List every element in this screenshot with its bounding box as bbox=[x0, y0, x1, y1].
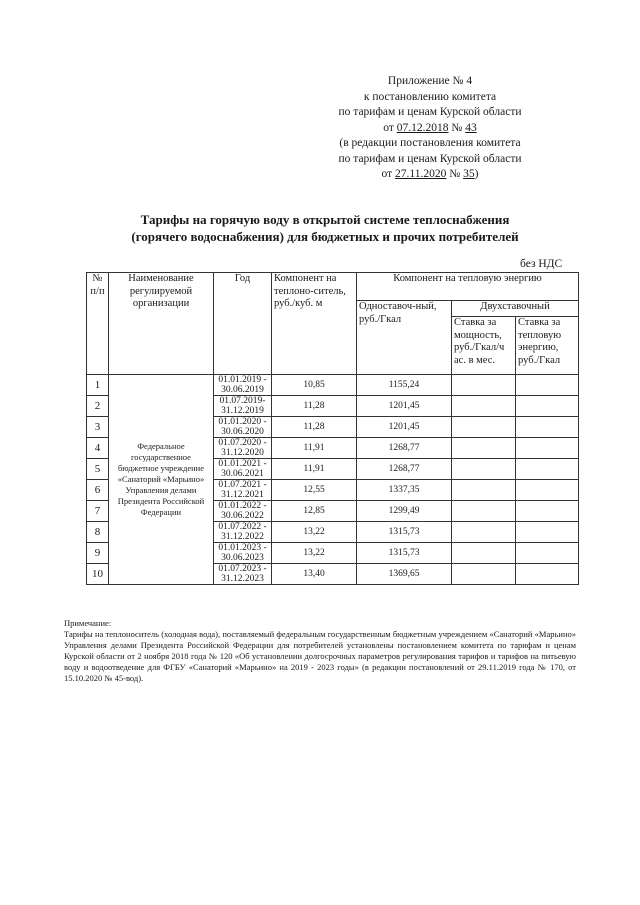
row-number: 6 bbox=[87, 480, 109, 501]
row-carrier: 11,91 bbox=[272, 459, 357, 480]
row-single: 1369,65 bbox=[357, 564, 452, 585]
appendix-line-6: по тарифам и ценам Курской области bbox=[338, 152, 522, 165]
row-energy-rate bbox=[516, 438, 579, 459]
row-energy-rate bbox=[516, 480, 579, 501]
row-single: 1201,45 bbox=[357, 417, 452, 438]
row-energy-rate bbox=[516, 522, 579, 543]
revision-date: 27.11.2020 bbox=[395, 168, 447, 180]
row-period: 01.07.2021 - 31.12.2021 bbox=[214, 480, 272, 501]
row-number: 7 bbox=[87, 501, 109, 522]
row-single: 1155,24 bbox=[357, 375, 452, 396]
row-capacity bbox=[452, 501, 516, 522]
row-carrier: 11,28 bbox=[272, 417, 357, 438]
row-period: 01.07.2019- 31.12.2019 bbox=[214, 396, 272, 417]
row-capacity bbox=[452, 543, 516, 564]
vat-note: без НДС bbox=[520, 258, 563, 270]
header-single: Одноставоч-ный, руб./Гкал bbox=[357, 301, 452, 375]
row-period: 01.01.2019 - 30.06.2019 bbox=[214, 375, 272, 396]
note-text: Тарифы на теплоноситель (холодная вода), поставляемый федеральным государственным бюджетным учреждением «Санаторий «Марьино» Управления делами Президента Российской Федерации для потребителей установлены постановлением комитета по тарифам и ценам Курской области от 2 ноября 2018 года № 120 «Об установлении долгосрочных параметров регулирования тарифов и тарифов на питьевую воду и водоотведение для ФГБУ «Санаторий «Марьино» на 2019 - 2023 годы» (в редакции постановлений от 29.11.2019 года № 170, от 15.10.2020 № 45-вод). bbox=[64, 629, 576, 683]
row-capacity bbox=[452, 522, 516, 543]
header-year: Год bbox=[214, 273, 272, 375]
tariff-table bbox=[86, 272, 579, 585]
row-number: 10 bbox=[87, 564, 109, 585]
title-line-1: Тарифы на горячую воду в открытой системе теплоснабжения bbox=[140, 212, 510, 227]
row-carrier: 13,40 bbox=[272, 564, 357, 585]
row-capacity bbox=[452, 459, 516, 480]
row-energy-rate bbox=[516, 417, 579, 438]
row-energy-rate bbox=[516, 543, 579, 564]
header-num: № п/п bbox=[87, 273, 109, 375]
row-period: 01.07.2022 - 31.12.2022 bbox=[214, 522, 272, 543]
header-double: Двухставочный bbox=[452, 301, 579, 317]
row-period: 01.01.2021 - 30.06.2021 bbox=[214, 459, 272, 480]
appendix-line-2: к постановлению комитета bbox=[363, 90, 497, 103]
row-capacity bbox=[452, 564, 516, 585]
row-single: 1315,73 bbox=[357, 543, 452, 564]
row-number: 4 bbox=[87, 438, 109, 459]
header-capacity: Ставка за мощность, руб./Гкал/ч ас. в мес. bbox=[452, 317, 516, 375]
row-single: 1299,49 bbox=[357, 501, 452, 522]
row-carrier: 10,85 bbox=[272, 375, 357, 396]
row-energy-rate bbox=[516, 396, 579, 417]
header-carrier: Компонент на теплоно-ситель, руб./куб. м bbox=[272, 273, 357, 375]
row-period: 01.01.2023 - 30.06.2023 bbox=[214, 543, 272, 564]
row-capacity bbox=[452, 417, 516, 438]
row-energy-rate bbox=[516, 501, 579, 522]
row-number: 2 bbox=[87, 396, 109, 417]
row-carrier: 13,22 bbox=[272, 522, 357, 543]
row-carrier: 12,55 bbox=[272, 480, 357, 501]
organization-name: Федеральное государственное бюджетное учреждение «Санаторий «Марьино» Управления делами Президента Российской Федерации bbox=[109, 375, 214, 585]
row-carrier: 11,28 bbox=[272, 396, 357, 417]
appendix-line-7: от 27.11.2020 № 35) bbox=[381, 168, 479, 180]
row-carrier: 11,91 bbox=[272, 438, 357, 459]
appendix-date: 07.12.2018 bbox=[396, 121, 449, 134]
row-period: 01.07.2023 - 31.12.2023 bbox=[214, 564, 272, 585]
header-org: Наименование регулируемой организации bbox=[109, 273, 214, 375]
note-block bbox=[64, 618, 576, 684]
row-period: 01.01.2020 - 30.06.2020 bbox=[214, 417, 272, 438]
row-period: 01.01.2022 - 30.06.2022 bbox=[214, 501, 272, 522]
title-line-2: (горячего водоснабжения) для бюджетных и прочих потребителей bbox=[131, 228, 519, 244]
document-title bbox=[90, 212, 560, 245]
appendix-line-3: по тарифам и ценам Курской области bbox=[338, 106, 522, 118]
row-capacity bbox=[452, 396, 516, 417]
appendix-block bbox=[300, 74, 560, 183]
row-capacity bbox=[452, 480, 516, 501]
appendix-line-4: от 07.12.2018 № 43 bbox=[383, 121, 477, 134]
row-number: 5 bbox=[87, 459, 109, 480]
revision-number: 35 bbox=[463, 168, 475, 180]
header-energy: Компонент на тепловую энергию bbox=[357, 273, 579, 301]
row-carrier: 12,85 bbox=[272, 501, 357, 522]
header-energy-rate: Ставка за тепловую энергию, руб./Гкал bbox=[516, 317, 579, 375]
row-single: 1201,45 bbox=[357, 396, 452, 417]
row-carrier: 13,22 bbox=[272, 543, 357, 564]
table-row bbox=[87, 375, 579, 396]
row-period: 01.07.2020 - 31.12.2020 bbox=[214, 438, 272, 459]
row-single: 1268,77 bbox=[357, 459, 452, 480]
appendix-number: 43 bbox=[465, 121, 477, 134]
row-energy-rate bbox=[516, 564, 579, 585]
row-capacity bbox=[452, 375, 516, 396]
row-capacity bbox=[452, 438, 516, 459]
appendix-line-5: (в редакции постановления комитета bbox=[339, 137, 521, 149]
row-energy-rate bbox=[516, 375, 579, 396]
row-number: 3 bbox=[87, 417, 109, 438]
row-single: 1268,77 bbox=[357, 438, 452, 459]
row-number: 9 bbox=[87, 543, 109, 564]
row-energy-rate bbox=[516, 459, 579, 480]
row-number: 8 bbox=[87, 522, 109, 543]
appendix-line-1: Приложение № 4 bbox=[387, 75, 473, 87]
note-heading: Примечание: bbox=[64, 618, 112, 628]
row-number: 1 bbox=[87, 375, 109, 396]
row-single: 1315,73 bbox=[357, 522, 452, 543]
row-single: 1337,35 bbox=[357, 480, 452, 501]
